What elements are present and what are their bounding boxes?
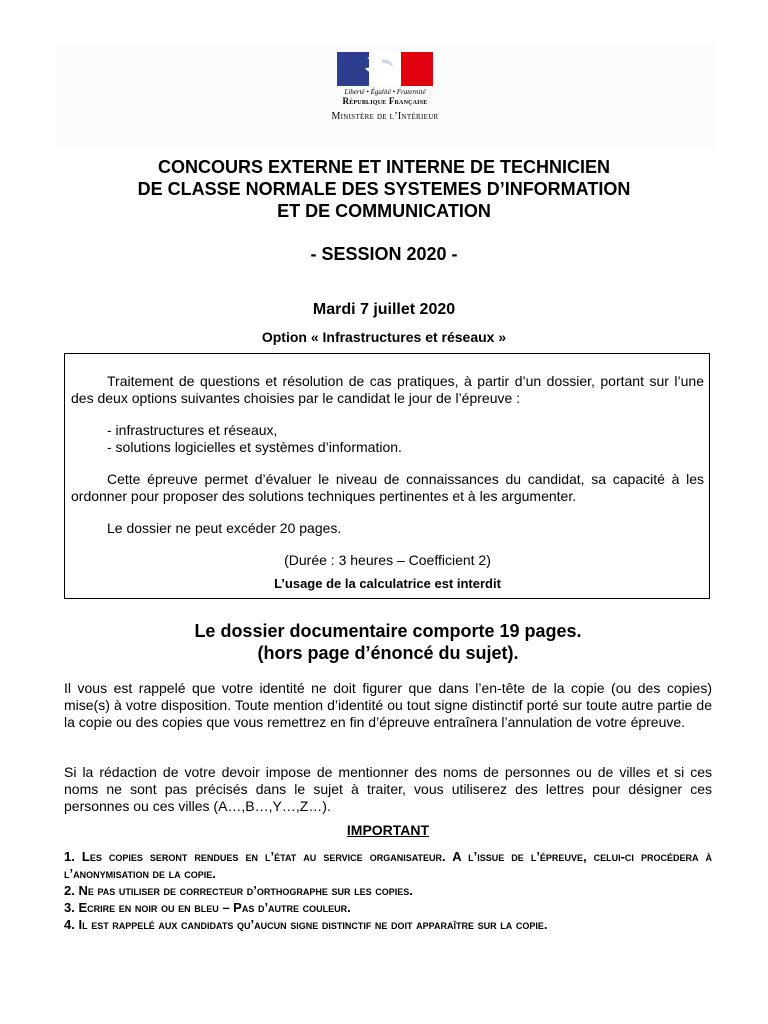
marianne-flag-icon — [337, 52, 433, 86]
flag-blue-band — [337, 52, 369, 86]
names-paragraph: Si la rédaction de votre devoir impose de mentionner des noms de personnes ou de villes et si ces noms ne sont pas précisés dans le sujet à traiter, vous utiliserez des lettres pour désigner ces personnes ou ces villes (A…,B…,Y…,Z…). — [64, 764, 712, 814]
exam-description-box — [64, 353, 710, 599]
title-line-3: ET DE COMMUNICATION — [277, 201, 491, 221]
identity-paragraph: Il vous est rappelé que votre identité ne doit figurer que dans l’en-tête de la copie (ou des copies) mise(s) à votre disposition. Toute mention d’identité ou tout signe distinctif porté sur toute autre partie de la copie ou des copies que vous remettrez en fin d’épreuve entraînera l’annulation de votre épreuve. — [64, 680, 712, 730]
dossier-line-2: (hors page d’énoncé du sujet). — [257, 643, 519, 663]
important-rules — [64, 848, 712, 933]
box-list-item-1: - infrastructures et réseaux, — [107, 422, 278, 438]
exam-option: Option « Infrastructures et réseaux » — [261, 329, 507, 345]
title-line-2: DE CLASSE NORMALE DES SYSTEMES D’INFORMATION — [137, 179, 631, 199]
box-evaluation: Cette épreuve permet d’évaluer le niveau de connaissances du candidat, sa capacité à les ordonner pour proposer des solutions techniques pertinentes et à les argumenter. — [71, 471, 704, 504]
box-calculator-rule: L’usage de la calculatrice est interdit — [274, 576, 501, 591]
box-list-item-2: - solutions logicielles et systèmes d’information. — [107, 439, 402, 455]
motto: Liberté • Égalité • Fraternité — [344, 88, 426, 96]
box-duration: (Durée : 3 heures – Coefficient 2) — [284, 552, 491, 568]
flag-red-band — [401, 52, 433, 86]
rule-item: 4. Il est rappelé aux candidats qu’aucun signe distinctif ne doit apparaître sur la copie. — [64, 917, 548, 932]
exam-title — [0, 156, 768, 222]
exam-date: Mardi 7 juillet 2020 — [312, 301, 456, 318]
session-label: - SESSION 2020 - — [310, 244, 458, 264]
republic-logo — [300, 52, 470, 132]
box-page-limit: Le dossier ne peut excéder 20 pages. — [107, 520, 342, 536]
rule-item: 3. Ecrire en noir ou en bleu – Pas d’autre couleur. — [64, 900, 351, 915]
rule-item: 2. Ne pas utiliser de correcteur d’orthographe sur les copies. — [64, 883, 413, 898]
republic-name: République Française — [342, 96, 428, 106]
title-line-1: CONCOURS EXTERNE ET INTERNE DE TECHNICIEN — [157, 157, 611, 177]
dossier-summary — [0, 620, 768, 664]
ministry-name: Ministère de l’Intérieur — [331, 111, 439, 122]
important-heading: IMPORTANT — [346, 822, 430, 838]
rule-item: 1. Les copies seront rendues en l’état au service organisateur. A l’issue de l’épreuve, celui-ci procédera à l’anonymisation de la copie. — [64, 849, 712, 881]
dossier-line-1: Le dossier documentaire comporte 19 pages. — [194, 621, 582, 641]
box-intro: Traitement de questions et résolution de cas pratiques, à partir d’un dossier, portant sur l’une des deux options suivantes choisies par le candidat le jour de l’épreuve : — [71, 373, 704, 406]
